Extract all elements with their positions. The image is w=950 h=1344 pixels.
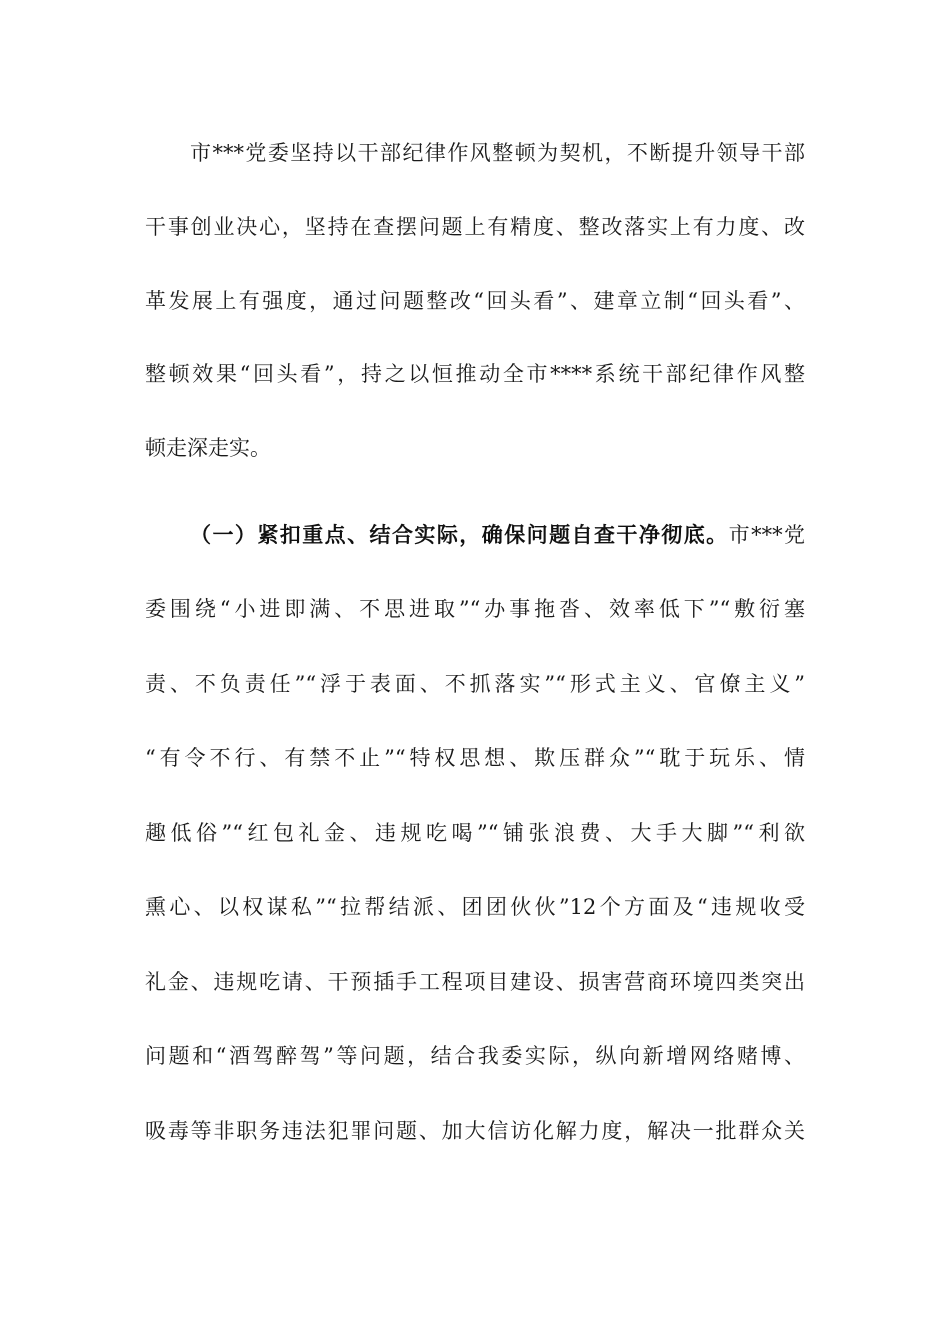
paragraph-1-line-5: 顿走深走实。 <box>145 436 271 460</box>
section-heading: （一）紧扣重点、结合实际，确保问题自查干净彻底。 <box>190 522 729 547</box>
paragraph-1-line-2: 干事创业决心，坚持在查摆问题上有精度、整改落实上有力度、改 <box>145 215 805 239</box>
section-heading-continuation: 市***党 <box>728 523 806 547</box>
paragraph-1-line-4: 整顿效果“回头看”，持之以恒推动全市****系统干部纪律作风整 <box>145 362 805 386</box>
paragraph-1-line-3: 革发展上有强度，通过问题整改“回头看”、建章立制“回头看”、 <box>145 289 805 313</box>
paragraph-2-line-2: 委围绕“小进即满、不思进取”“办事拖沓、效率低下”“敷衍塞 <box>145 597 805 621</box>
paragraph-2-line-9: 吸毒等非职务违法犯罪问题、加大信访化解力度，解决一批群众关 <box>145 1119 805 1143</box>
paragraph-2-line-8: 问题和“酒驾醉驾”等问题，结合我委实际，纵向新增网络赌博、 <box>145 1044 805 1068</box>
paragraph-2-line-7: 礼金、违规吃请、干预插手工程项目建设、损害营商环境四类突出 <box>145 970 805 994</box>
paragraph-2-line-1 <box>0 520 805 550</box>
paragraph-2-line-5: 趣低俗”“红包礼金、违规吃喝”“铺张浪费、大手大脚”“利欲 <box>145 821 805 845</box>
paragraph-2-line-6: 熏心、以权谋私”“拉帮结派、团团伙伙”12个方面及“违规收受 <box>145 895 805 919</box>
paragraph-2-line-3: 责、不负责任”“浮于表面、不抓落实”“形式主义、官僚主义” <box>145 672 805 696</box>
paragraph-1-line-1: 市***党委坚持以干部纪律作风整顿为契机，不断提升领导干部 <box>190 141 805 165</box>
paragraph-2-line-4: “有令不行、有禁不止”“特权思想、欺压群众”“耽于玩乐、情 <box>145 746 805 770</box>
